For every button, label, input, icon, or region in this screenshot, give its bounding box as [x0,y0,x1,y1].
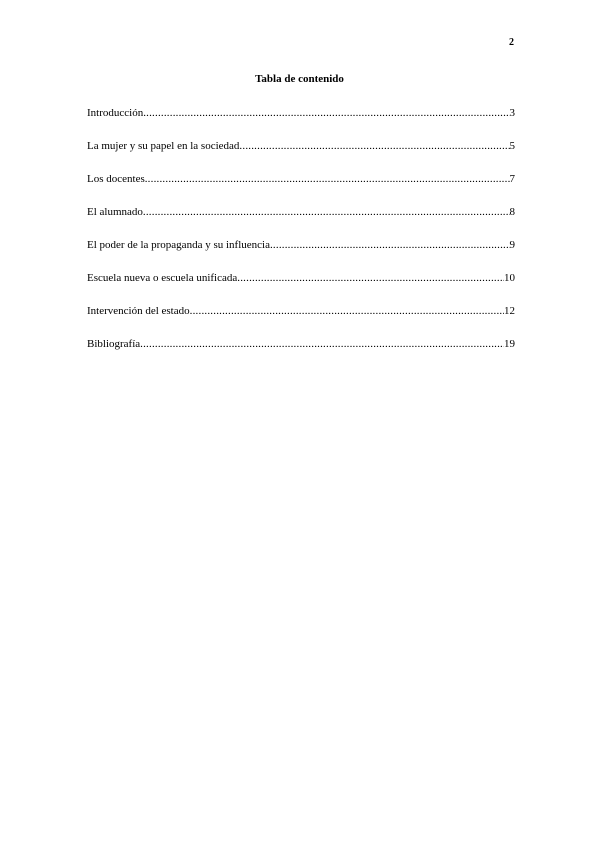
toc-dot-leader [270,238,510,252]
toc-entry-page: 10 [504,272,515,284]
toc-entry-label: Bibliografía [87,338,141,350]
toc-dot-leader [143,205,510,219]
toc-entry-label: Escuela nueva o escuela unificada [87,272,238,284]
toc-entry-label: El alumnado [87,206,143,218]
toc-entry-page: 3 [509,107,515,119]
toc-dot-leader [143,106,509,120]
toc-entry[interactable] [87,238,515,271]
toc-dot-leader [145,172,510,186]
toc-dot-leader [237,271,504,285]
toc-entry-page: 5 [509,140,515,152]
toc-entry[interactable] [87,106,515,139]
toc-dot-leader [140,337,504,351]
toc-title: Tabla de contenido [255,73,344,85]
toc-dot-leader [239,139,509,153]
toc-entry-page: 8 [509,206,515,218]
page-number: 2 [509,37,514,48]
toc-entry[interactable] [87,172,515,205]
toc-entry-label: La mujer y su papel en la sociedad [87,140,240,152]
toc-entry[interactable] [87,271,515,304]
toc-entry-page: 12 [504,305,515,317]
toc-entry-label: El poder de la propaganda y su influencia [87,239,270,251]
toc-entry[interactable] [87,139,515,172]
toc-entry-page: 7 [509,173,515,185]
table-of-contents [87,106,515,370]
toc-dot-leader [190,304,504,318]
toc-entry[interactable] [87,337,515,370]
toc-entry[interactable] [87,304,515,337]
toc-entry-label: Intervención del estado [87,305,190,317]
toc-entry[interactable] [87,205,515,238]
toc-entry-label: Los docentes [87,173,145,185]
toc-entry-label: Introducción [87,107,144,119]
toc-entry-page: 19 [504,338,515,350]
toc-entry-page: 9 [509,239,515,251]
